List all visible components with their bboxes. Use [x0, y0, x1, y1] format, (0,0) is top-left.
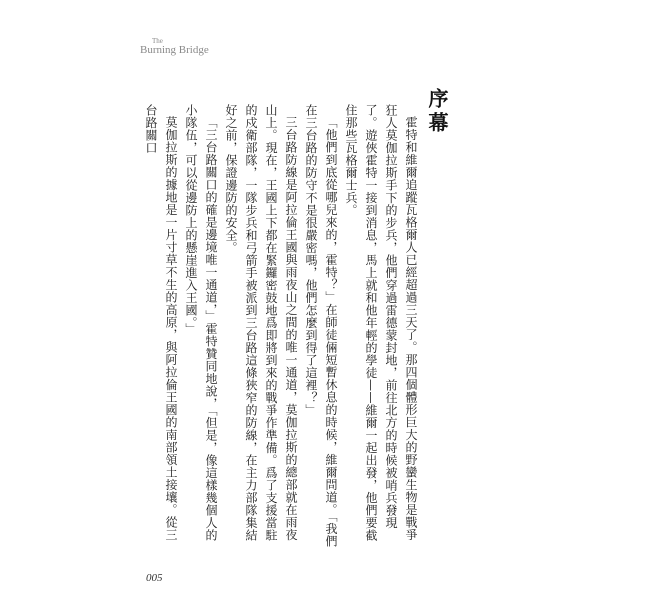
header-book-title: Burning Bridge: [140, 44, 209, 56]
paragraph-5: 莫伽拉斯的據地是一片寸草不生的高原，與阿拉倫王國的南部領土接壤。從三台路關口: [144, 104, 178, 541]
paragraph-4: 「三台路關口的確是邊境唯一通道，」霍特贊同地說，「但是，像這樣幾個人的小隊伍，可以從邊防上的懸崖進入王國。」: [184, 104, 218, 542]
chapter-title: 序幕: [425, 88, 449, 136]
paragraph-2: 「他們到底從哪兒來的，霍特？」在師徒倆短暫休息的時候，維爾問道。「我們在三台路的防守不是很嚴密嗎，他們怎麼到得了這裡？」: [304, 104, 338, 548]
paragraph-1: 霍特和維爾追蹤瓦格爾人已經超過三天了。那四個體形巨大的野蠻生物是戰爭狂人莫伽拉斯手下的步兵，他們穿過雷德蒙封地，前往北方的時候被哨兵發現了。遊俠霍特一接到消息，馬上就和他年輕的學徒——維爾一起出發，他們要截住那些瓦格爾士兵。: [344, 104, 418, 542]
page-number: 005: [146, 572, 163, 584]
header-prefix: The: [152, 37, 163, 45]
paragraph-3: 三台路防線是阿拉倫王國與雨夜山之間的唯一通道，莫伽拉斯的總部就在雨夜山上。現在，王國上下都在緊鑼密鼓地爲即將到來的戰爭作準備。爲了支援當駐的戍衛部隊，一隊步兵和弓箭手被派到三台路這條狹窄的防線，在主力部隊集結好之前，保證邊防的安全。: [224, 104, 298, 542]
body-text: [144, 104, 421, 549]
